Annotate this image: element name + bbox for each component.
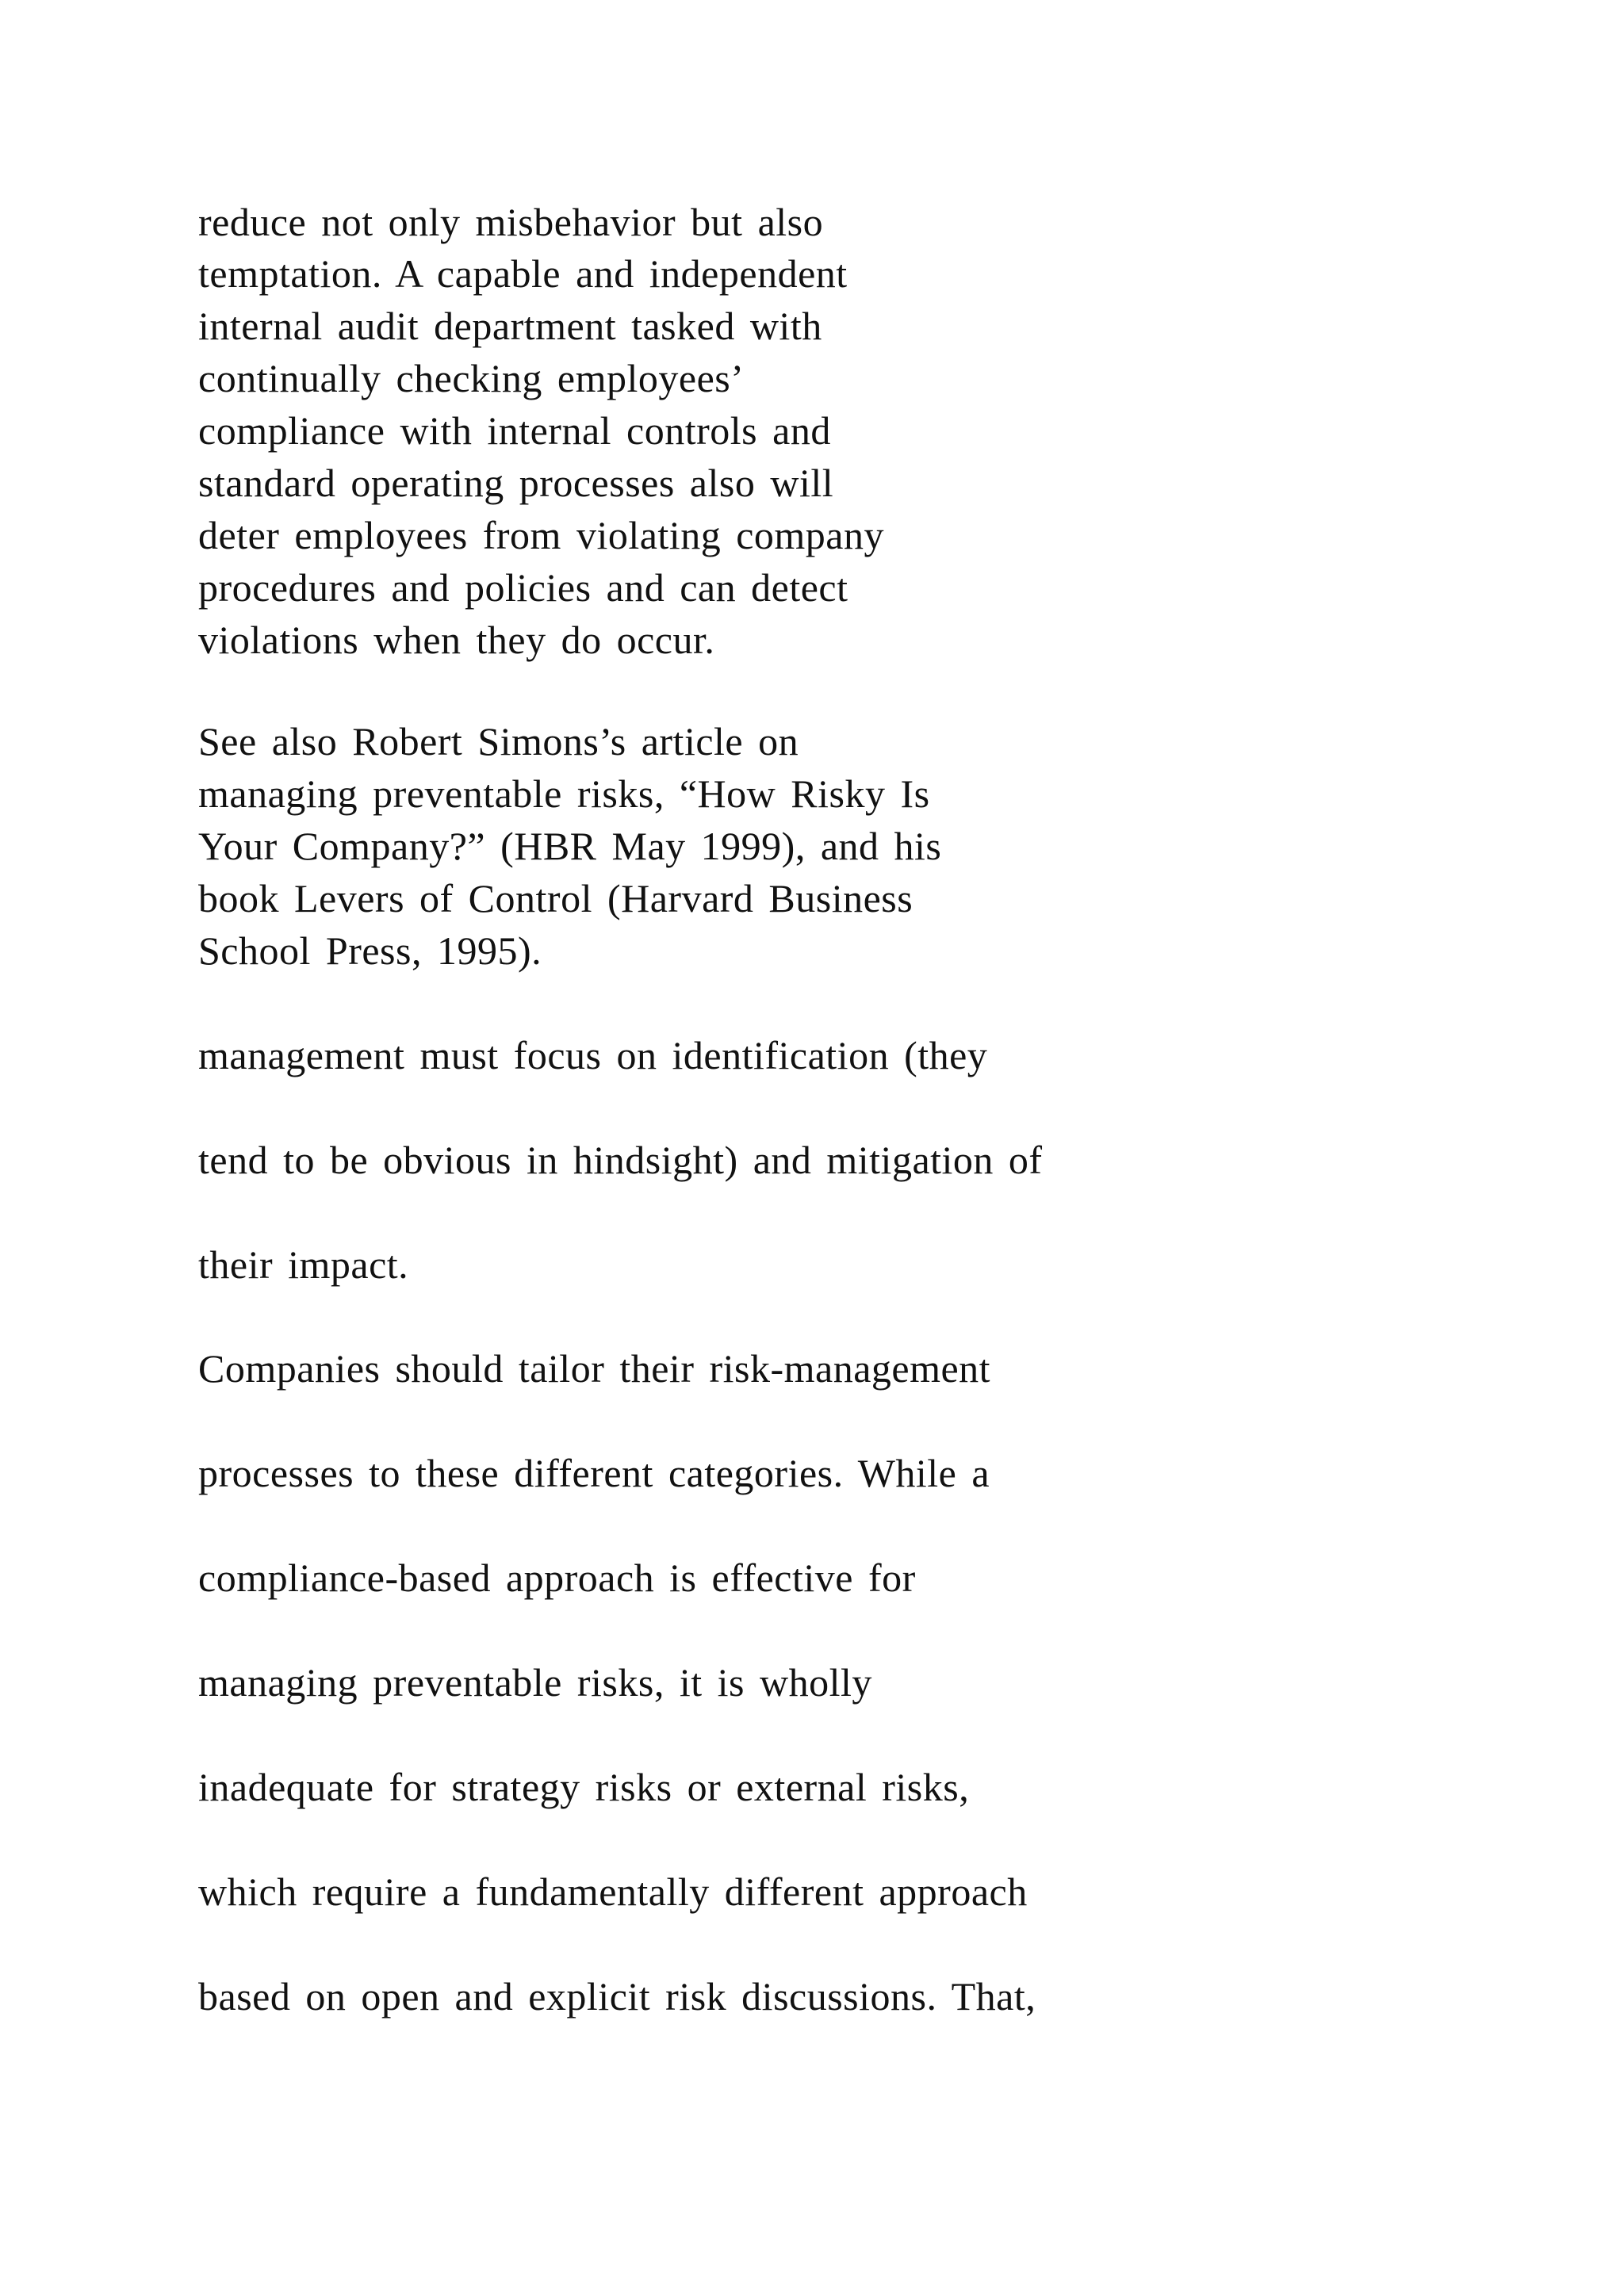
text-line: reduce not only misbehavior but also [198, 200, 824, 244]
text-line: compliance with internal controls and [198, 408, 831, 453]
text-line: deter employees from violating company [198, 513, 884, 557]
text-line: processes to these different categories. While a [198, 1451, 990, 1495]
text-line: See also Robert Simons’s article on [198, 719, 799, 763]
text-line: Companies should tailor their risk-management [198, 1346, 991, 1391]
text-line: Your Company?” (HBR May 1999), and his [198, 824, 942, 868]
text-line: temptation. A capable and independent [198, 251, 848, 296]
text-line: standard operating processes also will [198, 461, 834, 505]
text-line: continually checking employees’ [198, 356, 745, 400]
text-line: their impact. [198, 1242, 409, 1287]
text-line: management must focus on identification (they [198, 1033, 988, 1077]
text-line: School Press, 1995). [198, 928, 542, 973]
text-line: managing preventable risks, it is wholly [198, 1660, 872, 1705]
text-line: inadequate for strategy risks or external risks, [198, 1765, 970, 1809]
text-line: internal audit department tasked with [198, 304, 822, 348]
text-line: violations when they do occur. [198, 618, 715, 662]
text-line: tend to be obvious in hindsight) and mitigation of [198, 1138, 1043, 1182]
text-line: procedures and policies and can detect [198, 565, 848, 610]
text-line: book Levers of Control (Harvard Business [198, 876, 914, 920]
text-line: managing preventable risks, “How Risky Is [198, 771, 930, 816]
text-line: compliance-based approach is effective for [198, 1556, 916, 1600]
text-line: which require a fundamentally different approach [198, 1869, 1028, 1914]
text-line: based on open and explicit risk discussions. That, [198, 1974, 1036, 2019]
